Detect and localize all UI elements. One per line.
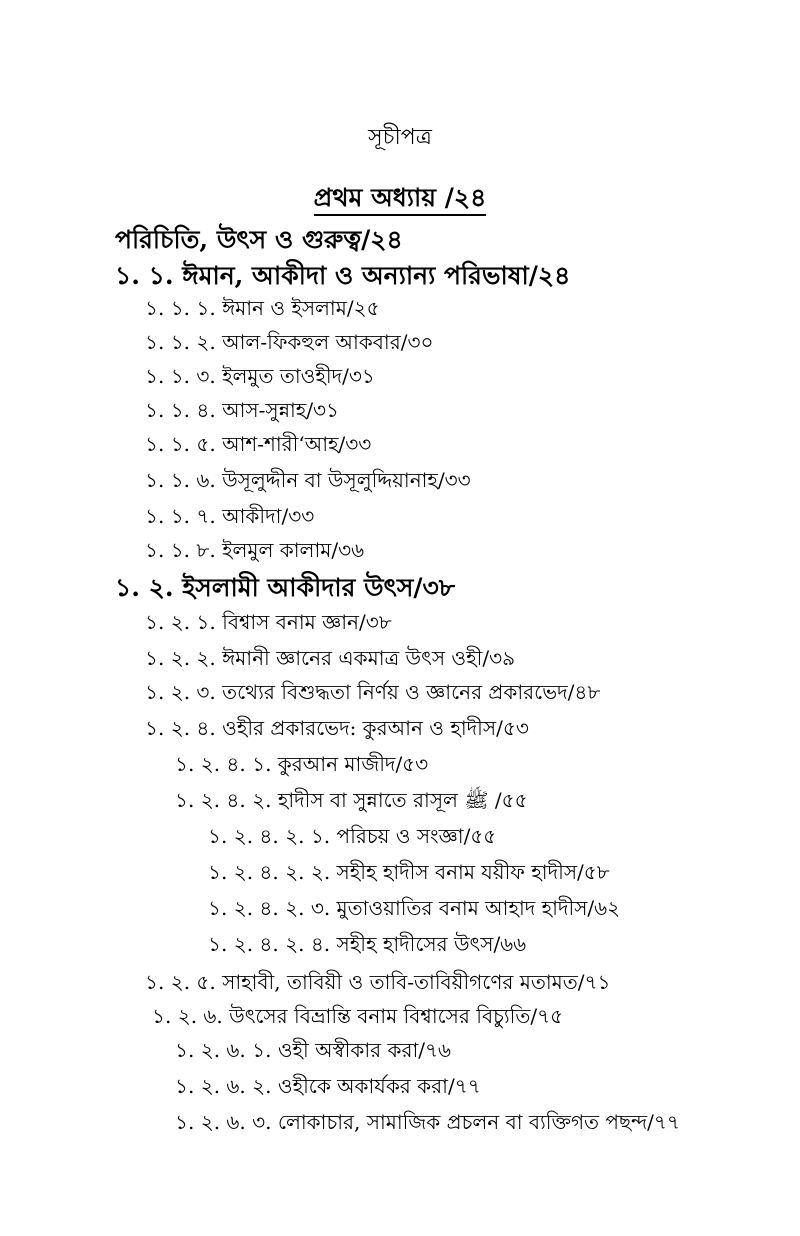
toc-entry: ১. ২. ৩. তথ্যের বিশুদ্ধতা নির্ণয় ও জ্ঞানের প্রকারভেদ/৪৮ (145, 680, 601, 704)
toc-entry: ১. ২. ৪. ২. ৩. মুতাওয়াতির বনাম আহাদ হাদীস/৬২ (208, 896, 621, 920)
toc-entry: ১. ২. ৪. ২. ৪. সহীহ হাদীসের উৎস/৬৬ (208, 932, 527, 956)
toc-entry: ১. ২. ৪. ১. কুরআন মাজীদ/৫৩ (175, 752, 429, 776)
toc-entry: ১. ১. ৭. আকীদা/৩৩ (145, 504, 315, 528)
toc-entry: পরিচিতি, উৎস ও গুরুত্ব/২৪ (115, 225, 403, 254)
toc-entry: ১. ১. ৩. ইলমুত তাওহীদ/৩১ (145, 364, 375, 388)
toc-entry: ১. ১. ৮. ইলমুল কালাম/৩৬ (145, 538, 365, 562)
toc-entry: ১. ২. ৬. উৎসের বিভ্রান্তি বনাম বিশ্বাসের বিচ্যুতি/৭৫ (152, 1004, 564, 1028)
chapter-heading-text: প্রথম অধ্যায় /২৪ (314, 183, 487, 216)
toc-entry: ১. ১. ঈমান, আকীদা ও অন্যান্য পরিভাষা/২৪ (115, 261, 571, 290)
toc-entry: ১. ২. ৪. ২. হাদীস বা সুন্নাতে রাসূল ﷺ /৫৫ (175, 788, 528, 812)
toc-entry: ১. ২. ৬. ১. ওহী অস্বীকার করা/৭৬ (175, 1038, 452, 1062)
toc-entry: ১. ২. ৪. ওহীর প্রকারভেদ: কুরআন ও হাদীস/৫৩ (145, 716, 529, 740)
page-title: সূচীপত্র (368, 125, 432, 150)
chapter-heading (0, 178, 800, 221)
toc-entry: ১. ১. ২. আল-ফিকহুল আকবার/৩০ (145, 330, 434, 354)
toc-entry: ১. ২. ৫. সাহাবী, তাবিয়ী ও তাবি-তাবিয়ীগণের মতামত/৭১ (145, 970, 611, 994)
toc-entry: ১. ২. ৪. ২. ১. পরিচয় ও সংজ্ঞা/৫৫ (208, 824, 497, 848)
toc-entry: ১. ২. ৪. ২. ২. সহীহ হাদীস বনাম যয়ীফ হাদীস/৫৮ (208, 860, 610, 884)
toc-entry: ১. ২. ৬. ৩. লোকাচার, সামাজিক প্রচলন বা ব্যক্তিগত পছন্দ/৭৭ (175, 1110, 680, 1134)
toc-entry: ১. ১. ৪. আস-সুন্নাহ/৩১ (145, 398, 340, 422)
toc-entry: ১. ১. ১. ঈমান ও ইসলাম/২৫ (145, 296, 380, 320)
toc-entry: ১. ২. ইসলামী আকীদার উৎস/৩৮ (115, 573, 456, 602)
toc-entry: ১. ২. ২. ঈমানী জ্ঞানের একমাত্র উৎস ওহী/৩৯ (145, 646, 516, 670)
toc-entry: ১. ১. ৬. উসূলুদ্দীন বা উসূলুদ্দিয়ানাহ/৩৩ (145, 468, 471, 492)
toc-entry: ১. ১. ৫. আশ-শারী‘আহ/৩৩ (145, 432, 372, 456)
toc-entry: ১. ২. ১. বিশ্বাস বনাম জ্ঞান/৩৮ (145, 610, 392, 634)
toc-entry: ১. ২. ৬. ২. ওহীকে অকার্যকর করা/৭৭ (175, 1074, 481, 1098)
